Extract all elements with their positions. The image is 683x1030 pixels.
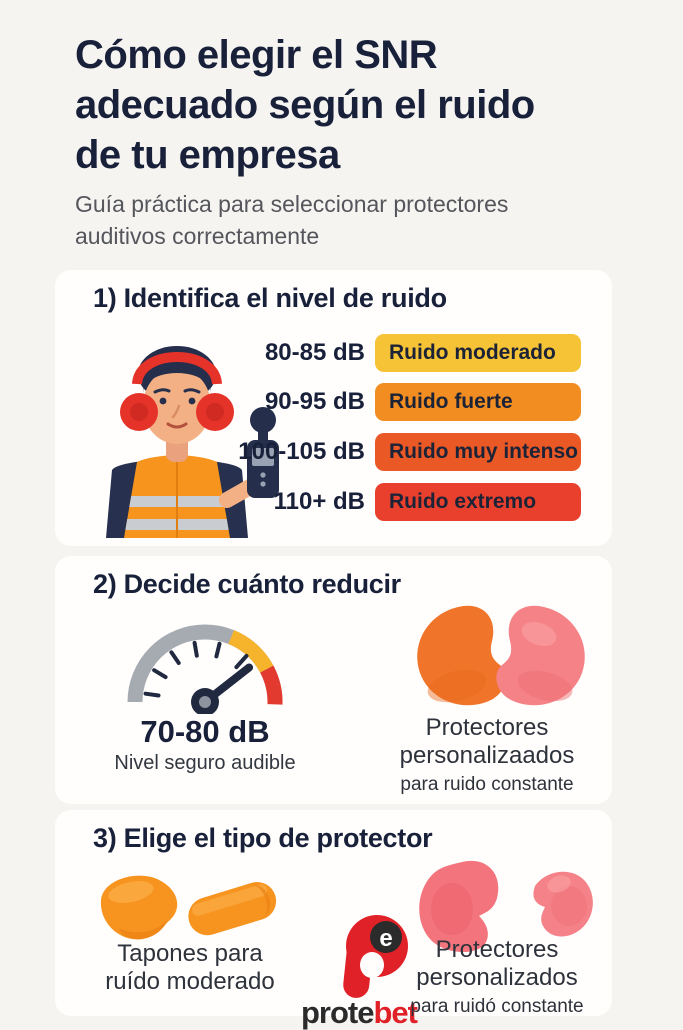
decibel-gauge-icon	[113, 606, 297, 714]
page-title: Cómo elegir el SNR adecuado según el ruido de tu empresa	[75, 33, 535, 177]
section-identify-noise-level	[55, 270, 612, 546]
custom-earmolds-text	[383, 936, 611, 1019]
custom-earmolds-caption: para ruidó constante	[410, 996, 584, 1017]
noise-level-row	[55, 334, 612, 372]
noise-category-label: Ruido fuerte	[389, 390, 513, 413]
noise-category-badge	[375, 433, 581, 471]
section1-heading: 1) Identifica el nivel de ruido	[93, 283, 447, 313]
safe-level-caption: Nivel seguro audible	[114, 752, 296, 774]
custom-earmolds-line1: Protectores	[435, 936, 559, 963]
foam-earplugs-line1: Tapones para	[117, 940, 263, 967]
noise-category-label: Ruido muy intenso	[389, 440, 578, 463]
noise-category-label: Ruido extremo	[389, 490, 537, 513]
noise-category-badge	[375, 383, 581, 421]
safe-level-value: 70-80 dB	[140, 714, 270, 749]
section-decide-reduction	[55, 556, 612, 804]
noise-category-badge	[375, 483, 581, 521]
custom-protectors-caption: para ruido constante	[400, 774, 574, 795]
custom-earmolds-line2: personalizados	[416, 964, 578, 991]
custom-earplugs-icon	[405, 598, 597, 714]
noise-level-row	[55, 483, 612, 521]
db-range-label: 80-85 dB	[264, 339, 365, 366]
custom-protectors-line2: personalizaados	[399, 742, 575, 769]
noise-level-row	[55, 383, 612, 421]
logo-word-dark: prote	[301, 995, 374, 1030]
noise-level-row	[55, 433, 612, 471]
section3-heading: 3) Elige el tipo de protector	[93, 823, 433, 853]
foam-earplugs-text	[60, 940, 320, 996]
logo-letter: e	[379, 925, 393, 952]
noise-category-badge	[375, 334, 581, 372]
foam-earplugs-icon	[81, 862, 293, 950]
db-range-label: 100-105 dB	[238, 438, 365, 465]
db-range-label: 90-95 dB	[264, 388, 365, 415]
page-subtitle: Guía práctica para seleccionar protectores auditivos correctamente	[75, 191, 509, 249]
custom-protectors-text	[367, 714, 607, 798]
foam-earplugs-line2: ruído moderado	[105, 968, 275, 995]
section2-heading: 2) Decide cuánto reducir	[93, 569, 401, 599]
noise-category-label: Ruido moderado	[389, 341, 556, 364]
custom-protectors-line1: Protectores	[425, 714, 549, 741]
db-range-label: 110+ dB	[273, 488, 365, 515]
section-choose-protector-type	[55, 810, 612, 1030]
logo-word-red: bet	[373, 995, 417, 1030]
